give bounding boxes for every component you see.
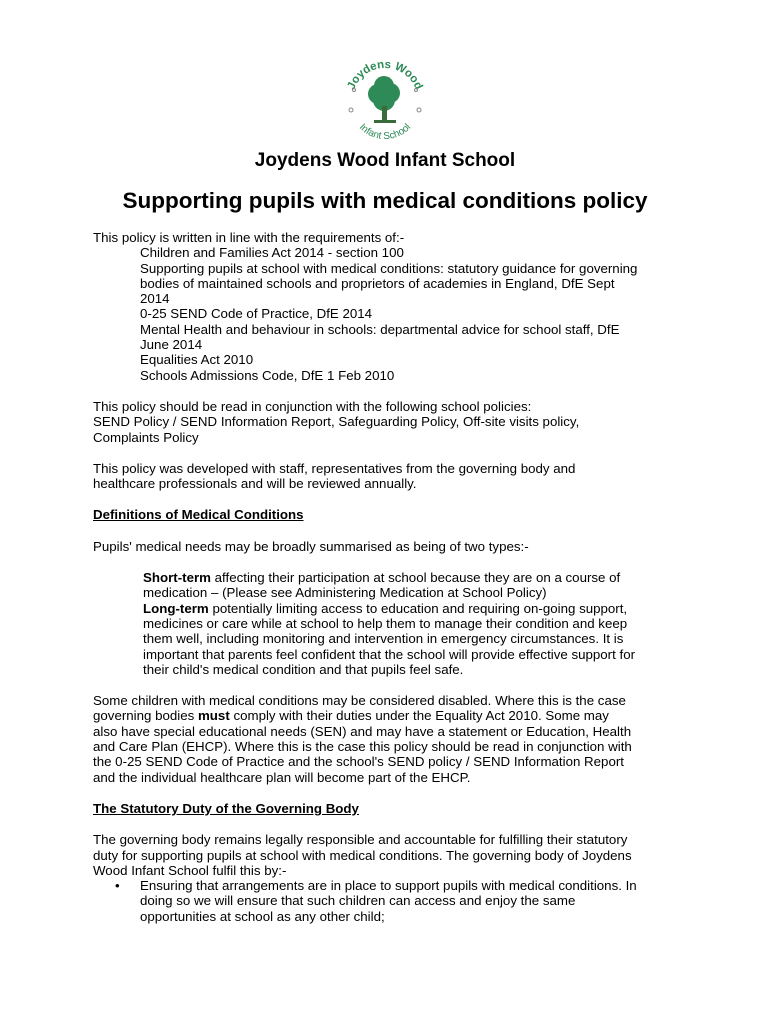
long-term-rest: them well, including monitoring and intervention in emergency circumstances. It is bbox=[143, 631, 624, 647]
conjunction-paragraph bbox=[93, 399, 683, 445]
long-term-text: potentially limiting access to education and requiring on-going support, bbox=[208, 600, 628, 616]
disabled-paragraph bbox=[93, 693, 683, 785]
bullet-line: doing so we will ensure that such children can access and enjoy the same bbox=[140, 893, 576, 909]
bullet-line: opportunities at school as any other child; bbox=[140, 908, 385, 924]
paragraph-line: also have special educational needs (SEN) and may have a statement or Education, Health bbox=[93, 723, 632, 739]
requirement-line: 2014 bbox=[140, 291, 170, 307]
bullet-line: Ensuring that arrangements are in place to support pupils with medical conditions. In bbox=[140, 878, 637, 894]
long-term-rest: important that parents feel confident that the school will provide effective support for bbox=[143, 646, 636, 662]
requirement-line: June 2014 bbox=[140, 337, 203, 353]
definitions-block bbox=[93, 570, 683, 677]
logo-bottom-text: Infant School bbox=[356, 121, 414, 143]
policy-title: Supporting pupils with medical conditions policy bbox=[122, 188, 648, 213]
requirement-line: 0-25 SEND Code of Practice, DfE 2014 bbox=[140, 306, 373, 322]
paragraph-line: duty for supporting pupils at school with medical conditions. The governing body of Joydens bbox=[93, 847, 632, 863]
requirement-line: Schools Admissions Code, DfE 1 Feb 2010 bbox=[140, 367, 395, 383]
definitions-summary: Pupils' medical needs may be broadly summarised as being of two types:- bbox=[93, 538, 529, 554]
requirement-line: Supporting pupils at school with medical conditions: statutory guidance for governing bbox=[140, 260, 638, 276]
statutory-paragraph bbox=[93, 832, 683, 878]
intro-text: This policy is written in line with the requirements of:- bbox=[93, 230, 405, 245]
long-term-line bbox=[143, 601, 683, 616]
paragraph-line: the 0-25 SEND Code of Practice and the school's SEND policy / SEND Information Report bbox=[93, 754, 624, 770]
requirement-line: Children and Families Act 2014 - section 100 bbox=[140, 245, 404, 261]
school-name: Joydens Wood Infant School bbox=[254, 150, 516, 171]
paragraph-line: This policy was developed with staff, representatives from the governing body and bbox=[93, 460, 576, 476]
paragraph-line: and Care Plan (EHCP). Where this is the case this policy should be read in conjunction with bbox=[93, 739, 632, 755]
requirement-line: Equalities Act 2010 bbox=[140, 352, 254, 368]
paragraph-line: and the individual healthcare plan will become part of the EHCP. bbox=[93, 769, 471, 785]
text-span: comply with their duties under the Equality Act 2010. Some may bbox=[229, 708, 609, 724]
long-term-rest: their child's medical condition and that pupils feel safe. bbox=[143, 661, 464, 677]
requirements-list bbox=[93, 245, 683, 383]
text-span: governing bodies bbox=[93, 708, 198, 724]
paragraph-line: The governing body remains legally responsible and accountable for fulfilling their statutory bbox=[93, 832, 628, 848]
long-term-rest: medicines or care while at school to help them to manage their condition and keep bbox=[143, 615, 628, 631]
paragraph-line: healthcare professionals and will be reviewed annually. bbox=[93, 476, 417, 492]
requirement-line: Mental Health and behaviour in schools: departmental advice for school staff, DfE bbox=[140, 321, 620, 337]
bullet-icon: • bbox=[115, 878, 120, 894]
paragraph-line: Some children with medical conditions may be considered disabled. Where this is the case bbox=[93, 693, 626, 709]
long-term-label: Long-term bbox=[143, 600, 209, 616]
paragraph-line bbox=[93, 708, 683, 723]
short-term-text: affecting their participation at school because they are on a course of bbox=[210, 570, 621, 586]
definitions-heading: Definitions of Medical Conditions bbox=[93, 507, 304, 523]
paragraph-line: Complaints Policy bbox=[93, 429, 199, 445]
paragraph-line: Wood Infant School fulfil this by:- bbox=[93, 862, 287, 878]
statutory-bullets bbox=[93, 878, 683, 924]
tree-icon bbox=[368, 76, 400, 123]
short-term-rest: medication – (Please see Administering Medication at School Policy) bbox=[143, 585, 547, 601]
developed-paragraph bbox=[93, 461, 683, 492]
list-item bbox=[93, 878, 683, 924]
short-term-line bbox=[143, 570, 683, 585]
paragraph-line: This policy should be read in conjunction with the following school policies: bbox=[93, 398, 532, 414]
emphasis-must: must bbox=[197, 708, 230, 724]
statutory-heading: The Statutory Duty of the Governing Body bbox=[93, 800, 359, 816]
requirement-line: bodies of maintained schools and proprietors of academies in England, DfE Sept bbox=[140, 275, 615, 291]
school-logo bbox=[340, 56, 430, 146]
logo-top-text: Joydens Wood bbox=[345, 58, 425, 92]
short-term-label: Short-term bbox=[143, 570, 211, 586]
document-body bbox=[93, 230, 683, 924]
paragraph-line: SEND Policy / SEND Information Report, Safeguarding Policy, Off-site visits policy, bbox=[93, 414, 580, 430]
